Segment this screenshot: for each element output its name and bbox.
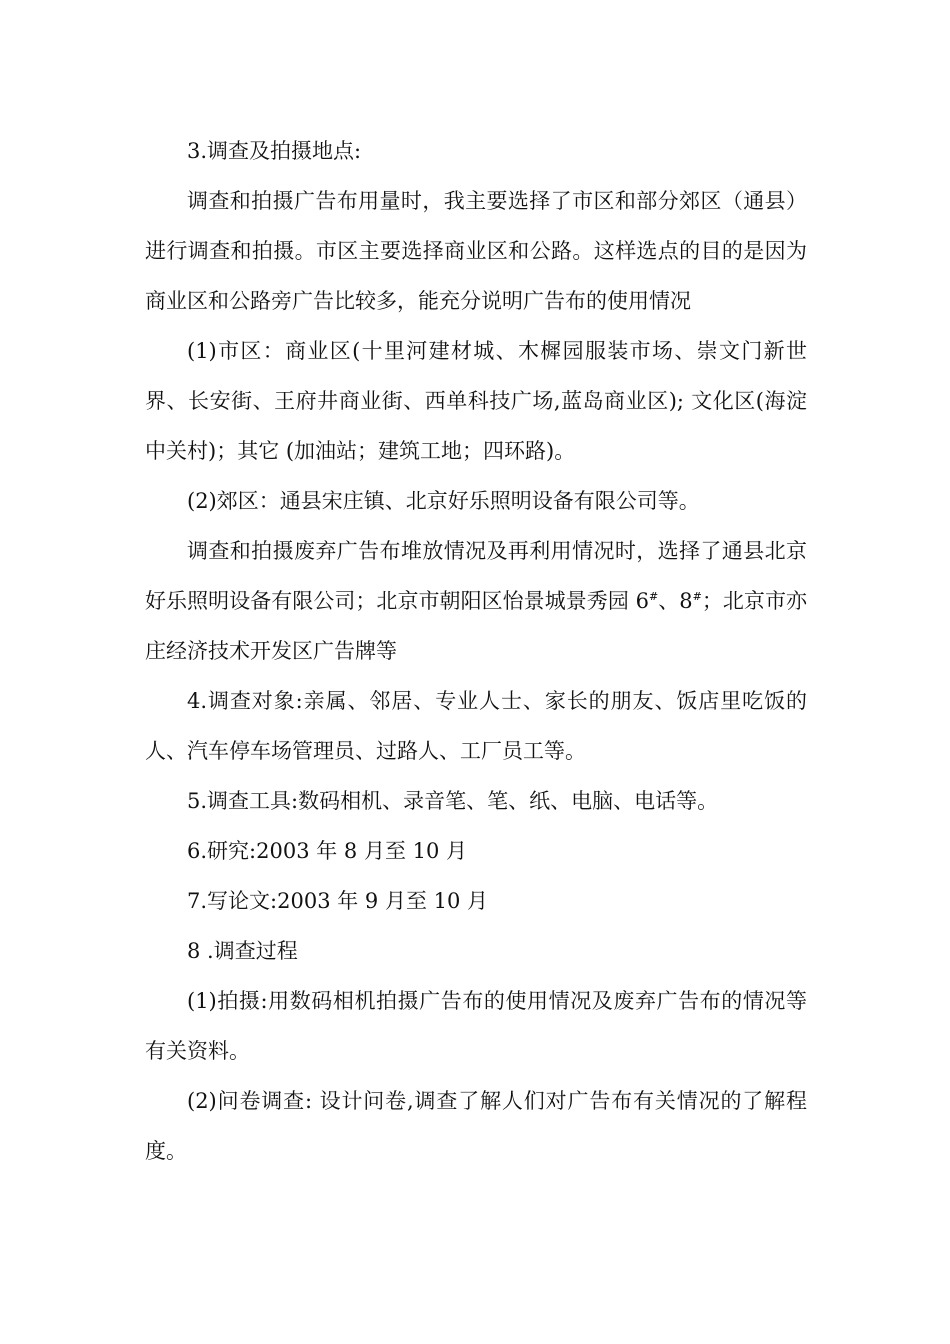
waste-sites-text-mid: 、8 [658,589,693,613]
document-body [145,126,807,1176]
waste-sites-text-after: ；北京市亦庄经济技术开发区广告牌等 [145,589,807,663]
paragraph-research-period: 6.研究:2003 年 8 月至 10 月 [187,839,468,863]
paragraph-suburb: (2)郊区：通县宋庄镇、北京好乐照明设备有限公司等。 [187,489,700,513]
waste-sites-text-before: 调查和拍摄废弃广告布堆放情况及再利用情况时，选择了通县北京好乐照明设备有限公司；北京市朝阳区怡景城景秀园 6 [145,539,807,613]
paragraph-writing-period: 7.写论文:2003 年 9 月至 10 月 [187,889,489,913]
paragraph-photography: (1)拍摄:用数码相机拍摄广告布的使用情况及废弃广告布的情况等有关资料。 [145,989,807,1063]
paragraph-survey-process-heading: 8 .调查过程 [187,939,298,963]
paragraph-location-description: 调查和拍摄广告布用量时，我主要选择了市区和部分郊区（通县）进行调查和拍摄。市区主要选择商业区和公路。这样选点的目的是因为商业区和公路旁广告比较多，能充分说明广告布的使用情况 [145,189,807,313]
building-number-mark: # [648,590,659,603]
paragraph-survey-subjects: 4.调查对象:亲属、邻居、专业人士、家长的朋友、饭店里吃饭的人、汽车停车场管理员、过路人、工厂员工等。 [145,689,807,763]
paragraph-questionnaire: (2)问卷调查: 设计问卷,调查了解人们对广告布有关情况的了解程度。 [145,1089,807,1163]
paragraph-survey-tools: 5.调查工具:数码相机、录音笔、笔、纸、电脑、电话等。 [187,789,719,813]
paragraph-location-heading: 3.调查及拍摄地点: [187,139,362,163]
paragraph-urban-area: (1)市区：商业区(十里河建材城、木樨园服装市场、崇文门新世界、长安街、王府井商业街、西单科技广场,蓝岛商业区); 文化区(海淀中关村)；其它 (加油站；建筑工地；四环路)。 [145,339,807,463]
building-number-mark: # [692,590,702,603]
paragraph-waste-sites [145,526,807,676]
